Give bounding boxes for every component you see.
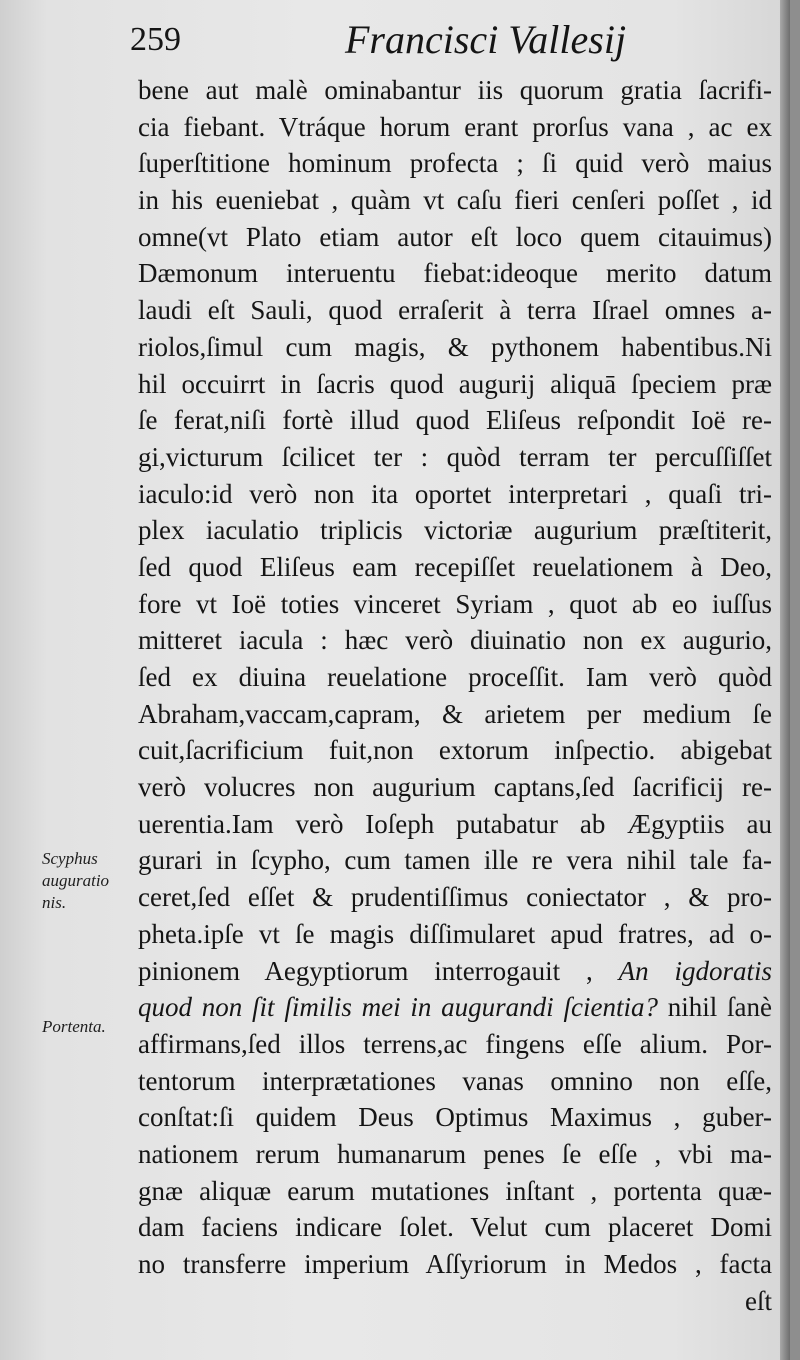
catchword: eſt: [745, 1285, 772, 1316]
text-line: plex iaculatio triplicis victoriæ augurium præſtiterit,: [138, 515, 772, 546]
text-line: ſed quod Eliſeus eam recepiſſet reuelationem à Deo,: [138, 551, 772, 582]
text-line: laudi eſt Sauli, quod erraſerit à terra Iſrael omnes a-: [138, 295, 772, 326]
text-line-with-italic: quod non ſit ſimilis mei in augurandi ſcientia? nihil ſanè: [138, 992, 772, 1023]
text-line: cuit,ſacrificium fuit,non extorum inſpectio. abigebat: [138, 735, 772, 766]
page-header: [130, 14, 770, 64]
text-line: ceret,ſed eſſet & prudentiſſimus coniectator , & pro-: [138, 882, 772, 913]
text-line: in his eueniebat , quàm vt caſu fieri cenſeri poſſet , id: [138, 185, 772, 216]
text-line: Dæmonum interuentu fiebat:ideoque merito datum: [138, 258, 772, 289]
page-number: 259: [130, 21, 181, 58]
text-line: pheta.ipſe vt ſe magis diſſimularet apud fratres, ad o-: [138, 918, 772, 949]
text-line: Abraham,vaccam,capram, & arietem per medium ſe: [138, 698, 772, 729]
text-line: conſtat:ſi quidem Deus Optimus Maximus , guber-: [138, 1102, 772, 1133]
text-line: mitteret iacula : hæc verò diuinatio non ex augurio,: [138, 625, 772, 656]
page-edge: [780, 0, 790, 1360]
text-line: uerentia.Iam verò Ioſeph putabatur ab Ægyptiis au: [138, 808, 772, 839]
text-line-with-italic: pinionem Aegyptiorum interrogauit , An igdoratis: [138, 955, 772, 986]
text-line: gi,victurum ſcilicet ter : quòd terram ter percuſſiſſet: [138, 441, 772, 472]
text-line: verò volucres non augurium captans,ſed ſacrificij re-: [138, 772, 772, 803]
marginal-note-line: Scyphus: [42, 849, 98, 868]
text-line: no transferre imperium Aſſyriorum in Medos , facta: [138, 1249, 772, 1279]
italic-phrase: quod non ſit ſimilis mei in augurandi ſcientia?: [138, 992, 658, 1023]
body-text: [138, 72, 772, 1319]
marginal-note-portenta: [42, 1016, 134, 1038]
text-line: bene aut malè ominabantur iis quorum gratia ſacrifi-: [138, 75, 772, 105]
marginal-note-line: Portenta.: [42, 1017, 106, 1036]
text-line: iaculo:id verò non ita oportet interpretari , quaſi tri-: [138, 478, 772, 509]
marginal-note-line: auguratio: [42, 871, 110, 890]
running-title: Francisci Vallesij: [345, 17, 627, 62]
italic-phrase: An igdoratis: [618, 955, 772, 986]
text-line: ſe ferat,niſi fortè illud quod Eliſeus reſpondit Ioë re-: [138, 405, 772, 436]
text-line: nationem rerum humanarum penes ſe eſſe , vbi ma-: [138, 1138, 772, 1169]
marginal-note-scyphus: [42, 848, 134, 914]
text-line: omne(vt Plato etiam autor eſt loco quem citauimus): [138, 221, 772, 252]
text-line: hil occuirrt in ſacris quod augurij aliquā ſpeciem præ: [138, 368, 772, 399]
text-line: gnæ aliquæ earum mutationes inſtant , portenta quæ-: [138, 1175, 772, 1206]
text-line: dam faciens indicare ſolet. Velut cum placeret Domi: [138, 1212, 772, 1243]
text-line: cia fiebant. Vtráque horum erant prorſus vana , ac ex: [138, 111, 772, 142]
text-line: tentorum interprætationes vanas omnino non eſſe,: [138, 1065, 772, 1096]
text-line: ſed ex diuina reuelatione proceſſit. Iam verò quòd: [138, 662, 772, 692]
text-line: gurari in ſcypho, cum tamen ille re vera nihil tale fa-: [138, 845, 772, 876]
text-line: fore vt Ioë toties vinceret Syriam , quot ab eo iuſſus: [138, 588, 772, 619]
text-line: ſuperſtitione hominum profecta ; ſi quid verò maius: [138, 148, 772, 179]
text-line: affirmans,ſed illos terrens,ac fingens eſſe alium. Por-: [138, 1028, 772, 1059]
marginal-note-line: nis.: [42, 893, 67, 912]
text-line: riolos,ſimul cum magis, & pythonem habentibus.Ni: [138, 331, 772, 362]
